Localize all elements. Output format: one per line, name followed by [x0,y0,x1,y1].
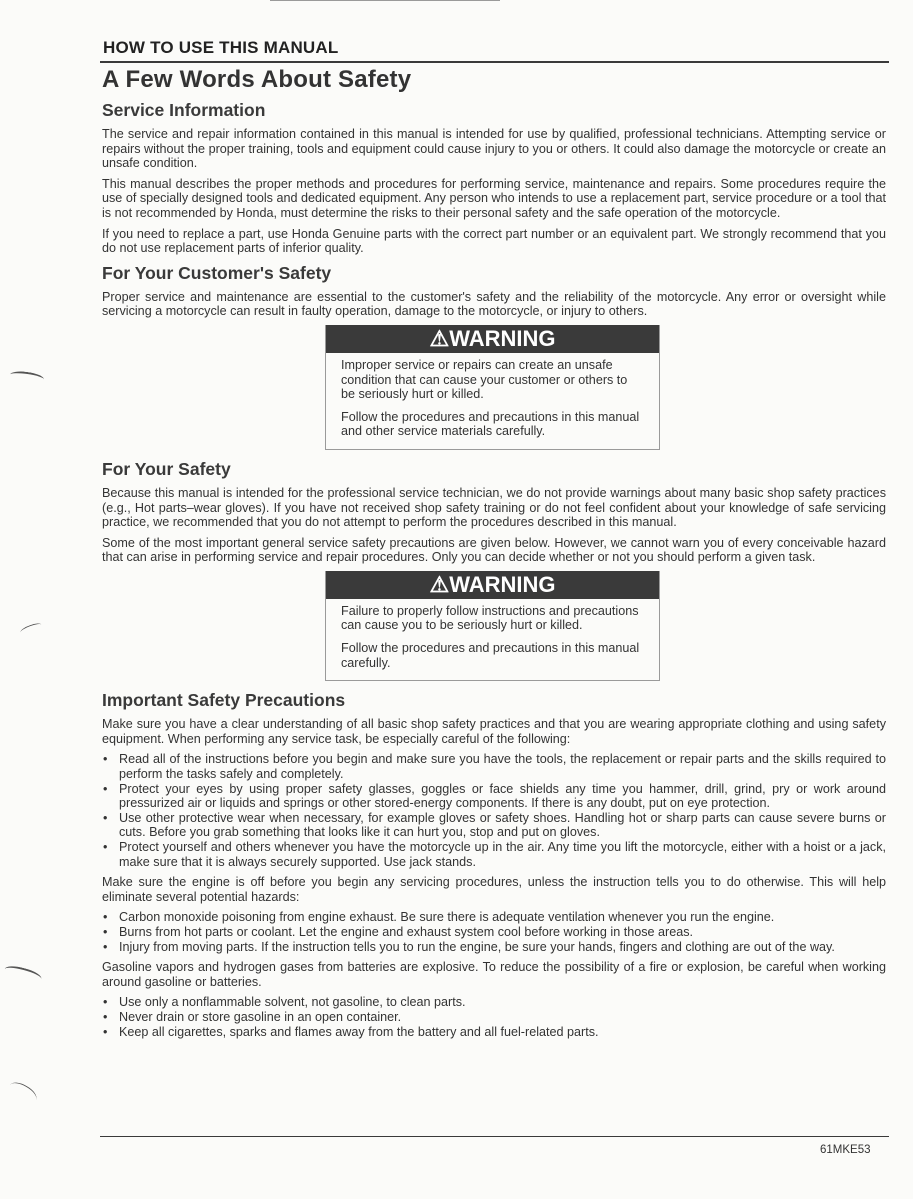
paragraph: Proper service and maintenance are essential to the customer's safety and the reliability of the motorcycle. Any error or oversight while servicing a motorcycle can result in faulty operation, damage to the motorcycle, or injury to others. [102,289,886,319]
list-item: • Protect yourself and others whenever you have the motorcycle up in the air. Any time you lift the motorcycle, either with a hoist or a jack, make sure that it is always securely supported. Use jack stands. [102,840,886,869]
footer-rule [100,1136,889,1137]
paragraph: Some of the most important general service safety precautions are given below. However, we cannot warn you of every conceivable hazard that can arise in performing service and repair procedures. Only you can decide whether or not you should perform a given task. [102,535,886,565]
warning-body [326,353,659,449]
page-title: A Few Words About Safety [102,66,412,93]
warning-paragraph: Follow the procedures and precautions in this manual and other service materials carefully. [341,409,640,439]
list-item: • Read all of the instructions before you begin and make sure you have the tools, the replacement or repair parts and the skills required to perform the tasks safely and completely. [102,752,886,781]
paragraph: Because this manual is intended for the professional service technician, we do not provide warnings about many basic shop safety practices (e.g., Hot parts–wear gloves). If you have not received shop safety training or do not feel confident about your knowledge of safe servicing practice, we recommended that you do not attempt to perform the procedures described in this manual. [102,485,886,530]
list-item: • Carbon monoxide poisoning from engine exhaust. Be sure there is adequate ventilation whenever you run the engine. [102,910,886,925]
scan-mark [9,370,44,385]
service-information-section [102,99,886,256]
list-item: • Injury from moving parts. If the instruction tells you to run the engine, be sure your hands, fingers and clothing are out of the way. [102,940,886,955]
scan-mark [19,621,42,635]
warning-paragraph: Improper service or repairs can create an unsafe condition that can cause your customer or others to be seriously hurt or killed. [341,357,628,402]
customer-safety-section [102,262,886,450]
paragraph: Make sure you have a clear understanding of all basic shop safety practices and that you are wearing appropriate clothing and using safety equipment. When performing any service task, be especially careful of the following: [102,717,886,746]
warning-box [325,571,660,681]
list-item: • Burns from hot parts or coolant. Let the engine and exhaust system cool before working in those areas. [102,925,886,940]
paragraph: Make sure the engine is off before you begin any servicing procedures, unless the instruction tells you to do otherwise. This will help eliminate several potential hazards: [102,875,886,904]
bullet-list [102,995,886,1039]
warning-header: ⚠WARNING [326,571,659,599]
list-item: • Keep all cigarettes, sparks and flames away from the battery and all fuel-related parts. [102,1025,886,1040]
warning-box [325,325,660,450]
customer-safety-heading: For Your Customer's Safety [102,262,332,283]
your-safety-section [102,458,886,681]
bullet-list [102,752,886,869]
top-edge-rule [270,0,500,1]
paragraph: The service and repair information contained in this manual is intended for use by qualified, professional technicians. Attempting service or repairs without the proper training, tools and equipment could cause injury to you or others. It could also damage the motorcycle or create an unsafe condition. [102,127,886,171]
safety-precautions-section [102,689,886,1039]
warning-header: ⚠WARNING [326,325,659,353]
scan-mark [3,963,43,984]
safety-precautions-heading: Important Safety Precautions [102,690,346,711]
paragraph: This manual describes the proper methods and procedures for performing service, maintenance and repairs. Some procedures require the use of specially designed tools and dedicated equipment. Any person who intends to use a replacement part, service procedure or a tool that is not recommended by Honda, must determine the risks to their personal safety and the safe operation of the motorcycle. [102,176,886,220]
your-safety-heading: For Your Safety [102,458,231,479]
header-rule [100,61,889,63]
page-content [102,99,886,1045]
list-item: • Use other protective wear when necessary, for example gloves or safety shoes. Handling hot or sharp parts can cause severe burns or cuts. Before you grab something that looks like it can hurt you, stop and put on gloves. [102,811,886,840]
service-information-heading: Service Information [102,100,266,120]
warning-body [326,599,659,680]
list-item: • Use only a nonflammable solvent, not gasoline, to clean parts. [102,995,886,1010]
section-label: HOW TO USE THIS MANUAL [103,38,339,57]
page-code: 61MKE53 [820,1144,871,1156]
warning-paragraph: Follow the procedures and precautions in this manual carefully. [341,641,640,670]
warning-paragraph: Failure to properly follow instructions and precautions can cause you to be seriously hurt or killed. [341,603,639,633]
scan-mark [6,1079,39,1107]
bullet-list [102,910,886,954]
paragraph: Gasoline vapors and hydrogen gases from batteries are explosive. To reduce the possibility of a fire or explosion, be careful when working around gasoline or batteries. [102,960,886,989]
list-item: • Protect your eyes by using proper safety glasses, goggles or face shields any time you hammer, drill, grind, pry or work around pressurized air or liquids and springs or other stored-energy components. If there is any doubt, put on eye protection. [102,782,886,811]
paragraph: If you need to replace a part, use Honda Genuine parts with the correct part number or an equivalent part. We strongly recommend that you do not use replacement parts of inferior quality. [102,226,886,256]
list-item: • Never drain or store gasoline in an open container. [102,1010,886,1025]
